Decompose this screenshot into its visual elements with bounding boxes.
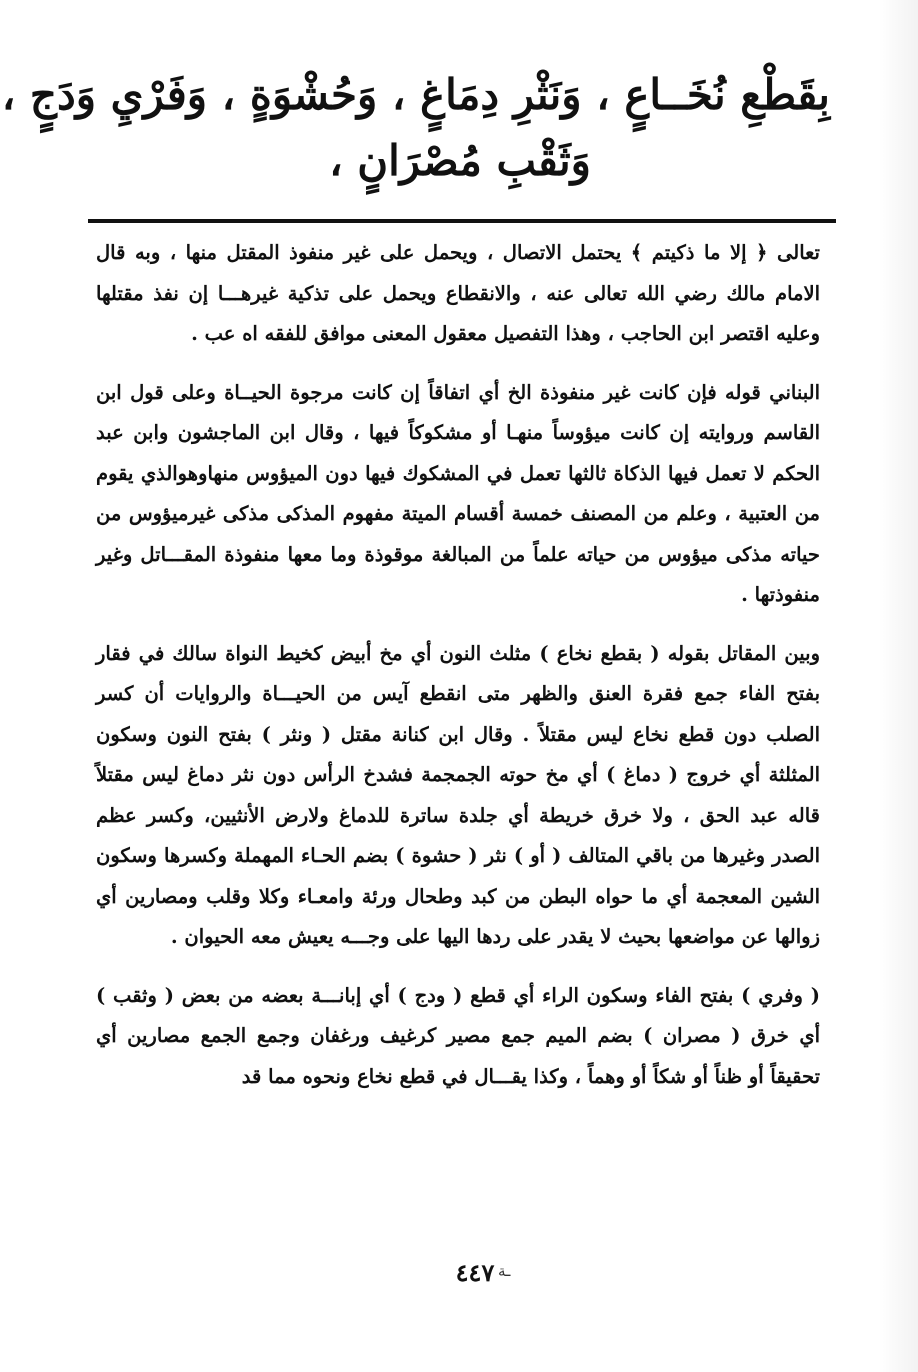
paragraph-1: تعالى ﴿ إلا ما ذكيتم ﴾ يحتمل الاتصال ، ويحمل على غير منفوذ المقتل منها ، وبه قال الامام مالك رضي الله تعالى عنه ، والانقطاع ويحمل على تذكية غيرهـــا إن نفذ مقتلها وعليه اقتصر ابن الحاجب ، وهذا التفصيل معقول المعنى موافق للفقه اه عب . [96,241,820,345]
folio-mark: ـة [498,1262,511,1280]
matn-line-2: وَثَقْبِ مُصْرَانٍ ، [329,136,591,185]
paragraph-2: البناني قوله فإن كانت غير منفوذة الخ أي اتفاقاً إن كانت مرجوة الحيــاة وعلى قول ابن القاسم وروايته إن كانت ميؤوساً منهـا أو مشكوكاً فيها ، وقال ابن الماجشون وابن عبد الحكم لا تعمل فيها الذكاة ثالثها تعمل في المشكوك فيها دون الميؤوس منهاوهوالذي يقوم من العتبية ، وعلم من المصنف خمسة أقسام الميتة مفهوم المذكى مذكى غيرميؤوس من حياته مذكى ميؤوس من حياته علماً من المبالغة موقوذة وما معها منفوذة المقـــاتل وغير منفوذتها . [96,380,820,606]
matn-heading [1,62,830,194]
matn-line-1: بِقَطْعِ نُخَــاعٍ ، وَنَثْرِ دِمَاغٍ ، وَحُشْوَةٍ ، وَفَرْيِ وَدَجٍ ، [1,70,830,119]
commentary-body [96,233,820,1097]
page-number: ٤٤٧ [455,1258,495,1287]
paragraph-3: وبين المقاتل بقوله ( بقطع نخاع ) مثلث النون أي مخ أبيض كخيط النواة سالك في فقار بفتح الفاء جمع فقرة العنق والظهر متى انقطع آيس من الحيـــاة والروايات أن كسر الصلب دون قطع نخاع ليس مقتلاً . وقال ابن كنانة مقتل ( ونثر ) بفتح النون وسكون المثلثة أي خروج ( دماغ ) أي مخ حوته الجمجمة فشدخ الرأس دون نثر دماغ ليس مقتلاً قاله عبد الحق ، ولا خرق خريطة أي جلدة ساترة للدماغ ولارض الأنثيين، وكسر عظم الصدر وغيرها من باقي المتالف ( أو ) نثر ( حشوة ) بضم الحـاء المهملة وكسرها وسكون الشين المعجمة أي ما حواه البطن من كبد وطحال ورئة وامعـاء وكلا وقلب ومصارين أي زوالها عن مواضعها بحيث لا يقدر على ردها اليها على وجـــه يعيش معه الحيوان . [96,641,820,948]
heading-divider-rule [88,219,836,223]
scan-edge-shadow [878,0,918,1372]
paragraph-4: ( وفري ) بفتح الفاء وسكون الراء أي قطع ( ودج ) أي إبانـــة بعضه من بعض ( وثقب ) أي خرق ( مصران ) بضم الميم جمع مصير كرغيف ورغفان وجمع الجمع مصارين أي تحقيقاً أو ظناً أو شكاً أو وهماً ، وكذا يقـــال في قطع نخاع ونحوه مما قد [96,983,820,1088]
